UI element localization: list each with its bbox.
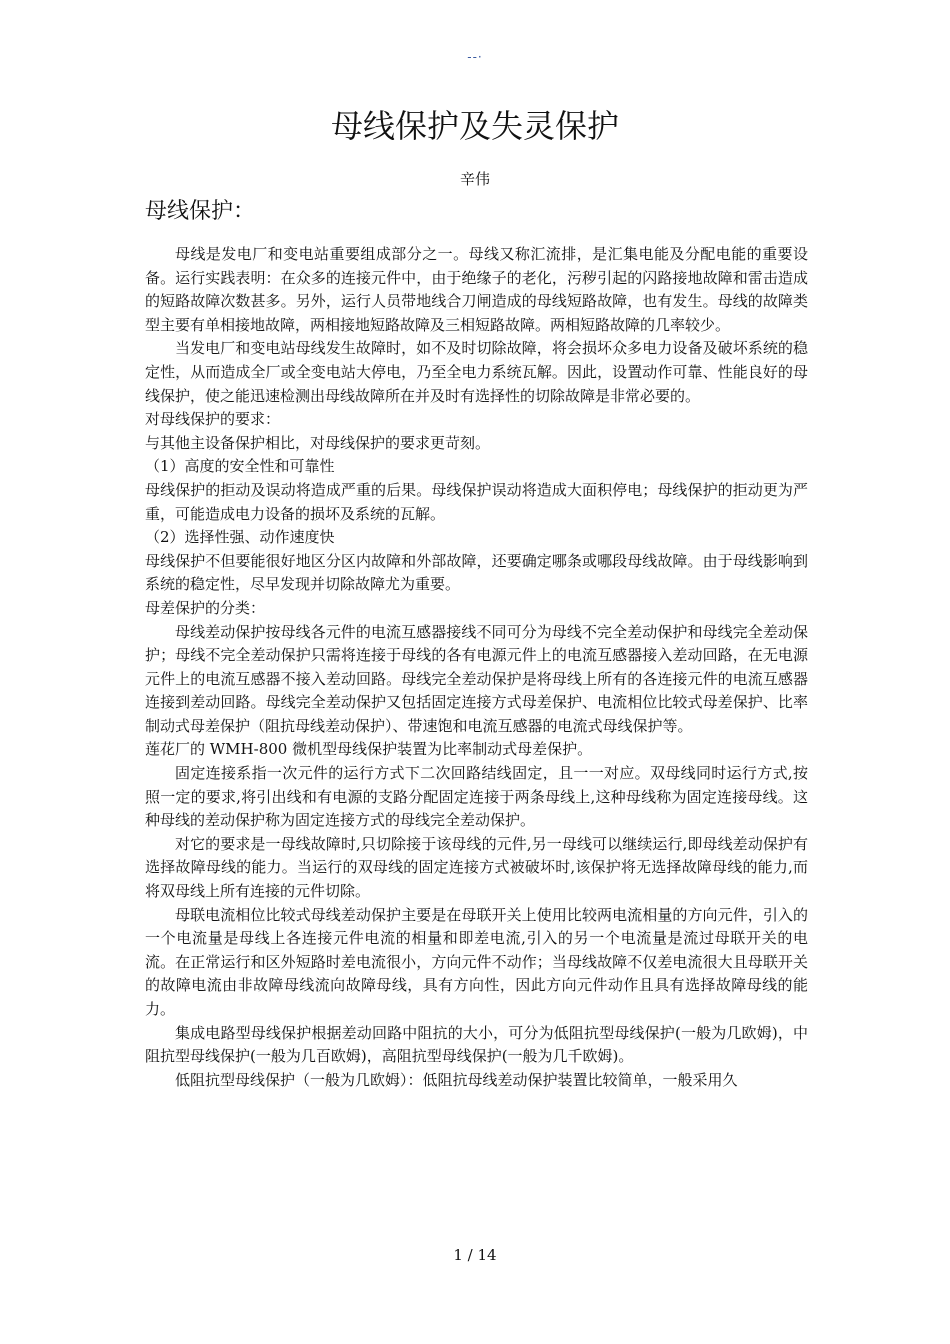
paragraph: 低阻抗型母线保护（一般为几欧姆）：低阻抗母线差动保护装置比较简单，一般采用久 [175,1070,738,1089]
paragraph: 集成电路型母线保护根据差动回路中阻抗的大小，可分为低阻抗型母线保护(一般为几欧姆)，中阻抗型母线保护(一般为几百欧姆)，高阻抗型母线保护(一般为几千欧姆)。 [145,1023,808,1066]
paragraph: 母联电流相位比较式母线差动保护主要是在母联开关上使用比较两电流相量的方向元件，引入的一个电流量是母线上各连接元件电流的相量和即差电流,引入的另一个电流量是流过母联开关的电流。在正常运行和区外短路时差电流很小，方向元件不动作；当母线故障不仅差电流很大且母联开关的故障电流由非故障母线流向故障母线，具有方向性，因此方向元件动作且具有选择故障母线的能力。 [145,905,808,1018]
paragraph: 对母线保护的要求： [145,410,281,429]
paragraph: 当发电厂和变电站母线发生故障时，如不及时切除故障，将会损坏众多电力设备及破坏系统的稳定性，从而造成全厂或全变电站大停电，乃至全电力系统瓦解。因此，设置动作可靠、性能良好的母线保护，使之能迅速检测出母线故障所在并及时有选择性的切除故障是非常必要的。 [145,339,808,405]
paragraph: 与其他主设备保护相比，对母线保护的要求更苛刻。 [145,433,491,452]
paragraph: 母线是发电厂和变电站重要组成部分之一。母线又称汇流排，是汇集电能及分配电能的重要设备。运行实践表明：在众多的连接元件中，由于绝缘子的老化，污秽引起的闪路接地故障和雷击造成的短路故障次数甚多。另外，运行人员带地线合刀闸造成的母线短路故障，也有发生。母线的故障类型主要有单相接地故障，两相接地短路故障及三相短路故障。两相短路故障的几率较少。 [145,245,808,334]
paragraph: （1）高度的安全性和可靠性 [145,457,335,476]
paragraph: 母线保护不但要能很好地区分区内故障和外部故障，还要确定哪条或哪段母线故障。由于母线影响到系统的稳定性，尽早发现并切除故障尤为重要。 [145,551,808,594]
header-mark: --· [467,50,483,64]
paragraph: （2）选择性强、动作速度快 [145,528,335,547]
document-title: 母线保护及失灵保护 [330,107,619,145]
paragraph: 母线差动保护按母线各元件的电流互感器接线不同可分为母线不完全差动保护和母线完全差动保护；母线不完全差动保护只需将连接于母线的各有电源元件上的电流互感器接入差动回路，在无电源元件上的电流互感器不接入差动回路。母线完全差动保护是将母线上所有的各连接元件的电流互感器连接到差动回路。母线完全差动保护又包括固定连接方式母差保护、电流相位比较式母差保护、比率制动式母差保护（阻抗母线差动保护）、带速饱和电流互感器的电流式母线保护等。 [145,622,808,735]
page-indicator: 1 / 14 [453,1246,497,1264]
section-heading: 母线保护： [145,199,256,224]
paragraph: 对它的要求是一母线故障时,只切除接于该母线的元件,另一母线可以继续运行,即母线差动保护有选择故障母线的能力。当运行的双母线的固定连接方式被破坏时,该保护将无选择故障母线的能力,而将双母线上所有连接的元件切除。 [145,834,808,901]
paragraph: 莲花厂的 WMH-800 微机型母线保护装置为比率制动式母差保护。 [145,740,593,759]
paragraph: 母线保护的拒动及误动将造成严重的后果。母线保护误动将造成大面积停电；母线保护的拒动更为严重，可能造成电力设备的损坏及系统的瓦解。 [145,480,808,523]
author-name: 辛伟 [459,170,490,188]
body-text [145,243,808,1092]
paragraph: 母差保护的分类： [145,598,266,617]
paragraph: 固定连接系指一次元件的运行方式下二次回路结线固定，且一一对应。双母线同时运行方式,按照一定的要求,将引出线和有电源的支路分配固定连接于两条母线上,这种母线称为固定连接母线。这种母线的差动保护称为固定连接方式的母线完全差动保护。 [145,764,808,830]
